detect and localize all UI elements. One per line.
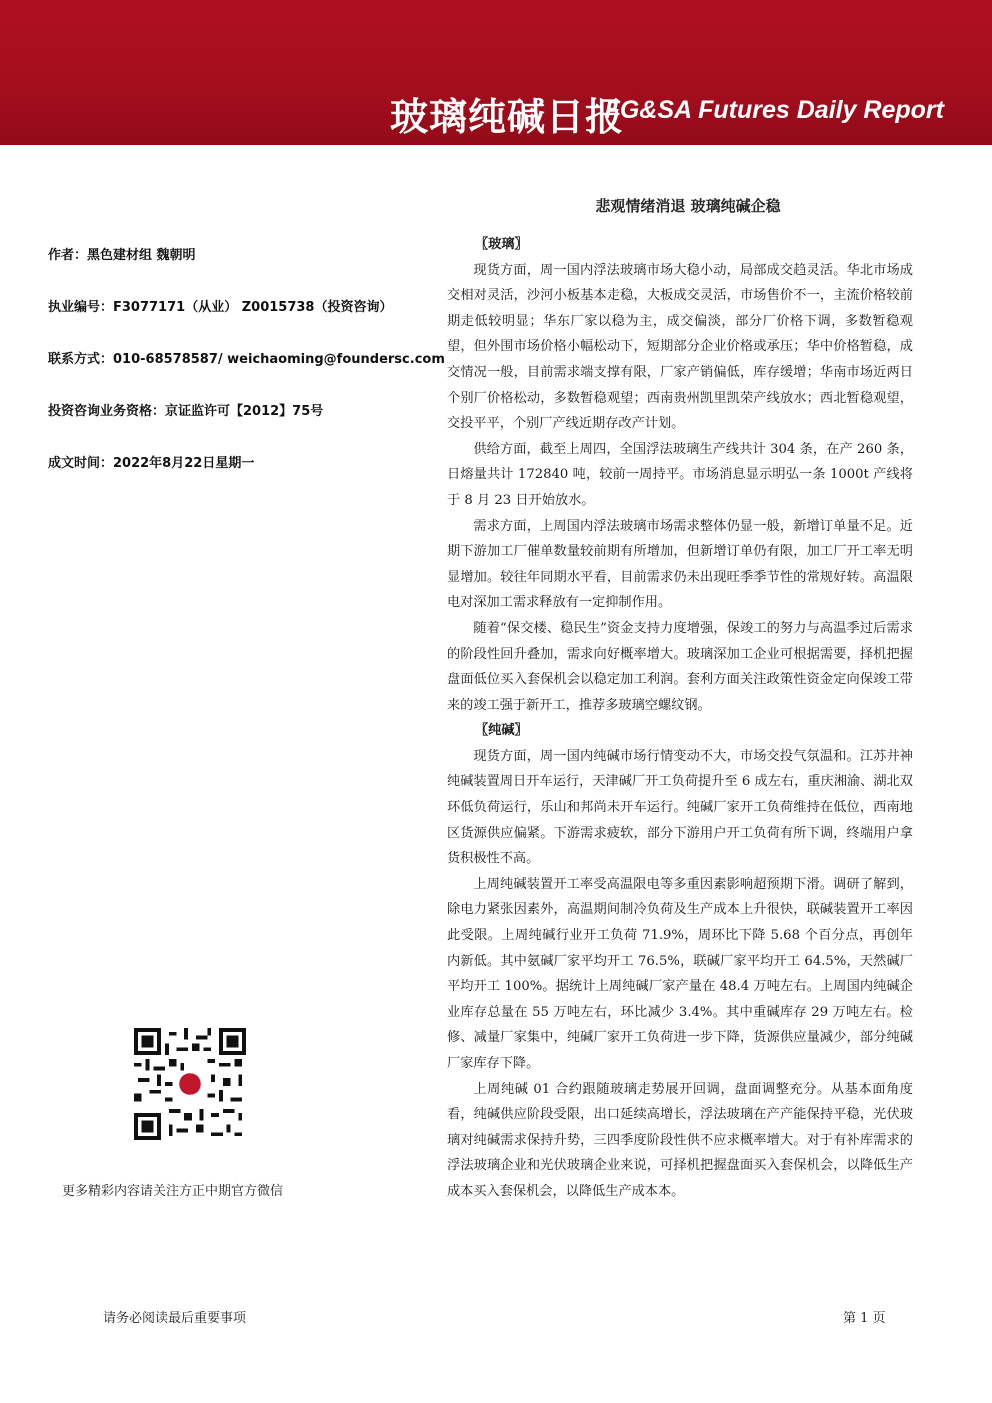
section-heading-glass: 〖玻璃〗 (475, 237, 528, 252)
contact-line: 联系方式：010-68578587/ weichaoming@foundersc.com (48, 352, 445, 367)
page-number: 第 1 页 (843, 1311, 886, 1326)
section-heading-soda: 〖纯碱〗 (475, 723, 528, 739)
qr-code-icon (134, 1028, 246, 1140)
footer-notice: 请务必阅读最后重要事项 (103, 1311, 247, 1326)
glass-paragraph-4: 随着“保交楼、稳民生”资金支持力度增强，保竣工的努力与高温季过后需求的阶段性回升叠加，需求向好概率增大。玻璃深加工企业可根据需要，择机把握盘面低位买入套保机会以稳定加工利润。套利方面关注政策性资金定向保竣工带来的竣工强于新开工，推荐多玻璃空螺纹钢。 (447, 620, 913, 713)
license-line: 执业编号：F3077171（从业） Z0015738（投资咨询） (48, 300, 393, 315)
soda-paragraph-1: 现货方面，周一国内纯碱市场行情变动不大，市场交投气氛温和。江苏井神纯碱装置周日开车运行，天津碱厂开工负荷提升至 6 成左右，重庆湘渝、湖北双环低负荷运行，乐山和邦尚未开车运行。纯碱厂家开工负荷维持在低位，西南地区货源供应偏紧。下游需求疲软，部分下游用户开工负荷有所下调，终端用户拿货积极性不高。 (447, 748, 913, 867)
article-headline: 悲观情绪消退 玻璃纯碱企稳 (595, 197, 781, 215)
article-body (447, 232, 913, 1205)
report-title-cn: 玻璃纯碱日报 (389, 95, 624, 139)
soda-paragraph-3: 上周纯碱 01 合约跟随玻璃走势展开回调，盘面调整充分。从基本面角度看，纯碱供应阶段受限，出口延续高增长，浮法玻璃在产产能保持平稳，光伏玻璃对纯碱需求保持升势，三四季度阶段性供不应求概率增大。对于有补库需求的浮法玻璃企业和光伏玻璃企业来说，可择机把握盘面买入套保机会，以降低生产成本买入套保机会，以降低生产成本本。 (447, 1081, 913, 1199)
report-title-en: FG&SA Futures Daily Report (604, 96, 944, 124)
soda-paragraph-2: 上周纯碱装置开工率受高温限电等多重因素影响超预期下滑。调研了解到，除电力紧张因素外，高温期间制冷负荷及生产成本上升很快，联碱装置开工率因此受限。上周纯碱行业开工负荷 71.9%，周环比下降 5.68 个百分点，再创年内新低。其中氨碱厂家平均开工 76.5%，联碱厂家平均开工 64.5%，天然碱厂平均开工 100%。据统计上周纯碱厂家产量在 48.4 万吨左右。上周国内纯碱企业库存总量在 55 万吨左右，环比减少 3.4%。其中重碱库存 29 万吨左右。检修、减量厂家集中，纯碱厂家开工负荷进一步下降，货源供应量减少，部分纯碱厂家库存下降。 (447, 876, 913, 1071)
glass-paragraph-1: 现货方面，周一国内浮法玻璃市场大稳小动，局部成交趋灵活。华北市场成交相对灵活，沙河小板基本走稳，大板成交灵活，市场售价不一，主流价格较前期走低较明显；华东厂家以稳为主，成交偏淡，部分厂价格下调，多数暂稳观望，但外围市场价格小幅松动下，短期部分企业价格或承压；华中价格暂稳，成交情况一般，目前需求端支撑有限，厂家产销偏低，库存缓增；华南市场近两日个别厂价格松动，多数暂稳观望；西南贵州凯里凯荣产线放水；西北暂稳观望，交投平平，个别厂产线近期存改产计划。 (447, 262, 913, 432)
glass-paragraph-2: 供给方面，截至上周四，全国浮法玻璃生产线共计 304 条，在产 260 条，日熔量共计 172840 吨，较前一周持平。市场消息显示明弘一条 1000t 产线将于 8 月 23 日开始放水。 (447, 441, 913, 508)
author-line: 作者：黑色建材组 魏朝明 (48, 248, 196, 263)
date-line: 成文时间：2022年8月22日星期一 (48, 456, 255, 471)
qr-caption: 更多精彩内容请关注方正中期官方微信 (62, 1184, 284, 1199)
qualification-line: 投资咨询业务资格：京证监许可【2012】75号 (48, 404, 324, 419)
glass-paragraph-3: 需求方面，上周国内浮法玻璃市场需求整体仍显一般，新增订单量不足。近期下游加工厂催单数量较前期有所增加，但新增订单仍有限，加工厂开工率无明显增加。较往年同期水平看，目前需求仍未出现旺季季节性的常规好转。高温限电对深加工需求释放有一定抑制作用。 (447, 518, 913, 611)
